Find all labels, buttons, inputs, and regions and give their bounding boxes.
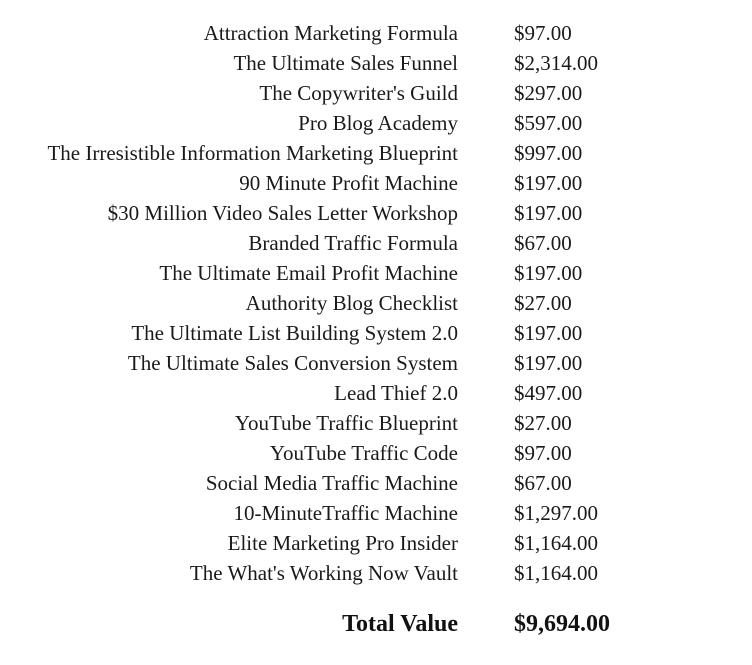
product-price: $1,164.00 — [514, 560, 598, 585]
list-item — [0, 348, 752, 378]
product-price: $197.00 — [514, 200, 583, 225]
product-name: The Ultimate Sales Conversion System — [127, 350, 458, 375]
product-name: The What's Working Now Vault — [189, 560, 458, 585]
list-item — [0, 168, 752, 198]
product-name: The Copywriter's Guild — [259, 80, 458, 105]
product-name: Attraction Marketing Formula — [203, 20, 458, 45]
product-name: $30 Million Video Sales Letter Workshop — [107, 200, 458, 225]
product-price: $27.00 — [514, 410, 572, 435]
product-price: $1,164.00 — [514, 530, 598, 555]
product-price: $27.00 — [514, 290, 572, 315]
list-item — [0, 48, 752, 78]
list-item — [0, 408, 752, 438]
total-row — [0, 607, 752, 641]
product-name: Social Media Traffic Machine — [205, 470, 458, 495]
product-name: Authority Blog Checklist — [245, 290, 458, 315]
list-item — [0, 258, 752, 288]
product-price: $67.00 — [514, 230, 572, 255]
product-name: Elite Marketing Pro Insider — [227, 530, 458, 555]
product-price: $497.00 — [514, 380, 583, 405]
list-item — [0, 468, 752, 498]
list-item — [0, 528, 752, 558]
total-label: Total Value — [342, 610, 458, 637]
product-name: 10-MinuteTraffic Machine — [233, 500, 458, 525]
product-price: $197.00 — [514, 320, 583, 345]
list-item — [0, 108, 752, 138]
product-price: $2,314.00 — [514, 50, 598, 75]
product-price: $197.00 — [514, 260, 583, 285]
list-item — [0, 438, 752, 468]
list-item — [0, 498, 752, 528]
product-price: $97.00 — [514, 440, 572, 465]
product-name: The Ultimate Email Profit Machine — [159, 260, 458, 285]
product-price: $597.00 — [514, 110, 583, 135]
product-price: $197.00 — [514, 350, 583, 375]
price-list — [0, 18, 752, 588]
total-value: $9,694.00 — [514, 610, 610, 637]
product-name: Pro Blog Academy — [298, 110, 458, 135]
product-price: $197.00 — [514, 170, 583, 195]
product-price: $297.00 — [514, 80, 583, 105]
list-item — [0, 378, 752, 408]
product-name: YouTube Traffic Blueprint — [234, 410, 458, 435]
product-name: Branded Traffic Formula — [248, 230, 458, 255]
list-item — [0, 228, 752, 258]
list-item — [0, 18, 752, 48]
product-price: $1,297.00 — [514, 500, 598, 525]
product-price: $997.00 — [514, 140, 583, 165]
list-item — [0, 198, 752, 228]
product-name: YouTube Traffic Code — [269, 440, 458, 465]
product-price: $67.00 — [514, 470, 572, 495]
product-name: The Irresistible Information Marketing Blueprint — [47, 140, 458, 165]
list-item — [0, 138, 752, 168]
product-price: $97.00 — [514, 20, 572, 45]
product-name: 90 Minute Profit Machine — [239, 170, 458, 195]
list-item — [0, 78, 752, 108]
list-item — [0, 318, 752, 348]
product-name: The Ultimate List Building System 2.0 — [131, 320, 458, 345]
product-name: Lead Thief 2.0 — [334, 380, 458, 405]
product-name: The Ultimate Sales Funnel — [233, 50, 458, 75]
list-item — [0, 288, 752, 318]
list-item — [0, 558, 752, 588]
